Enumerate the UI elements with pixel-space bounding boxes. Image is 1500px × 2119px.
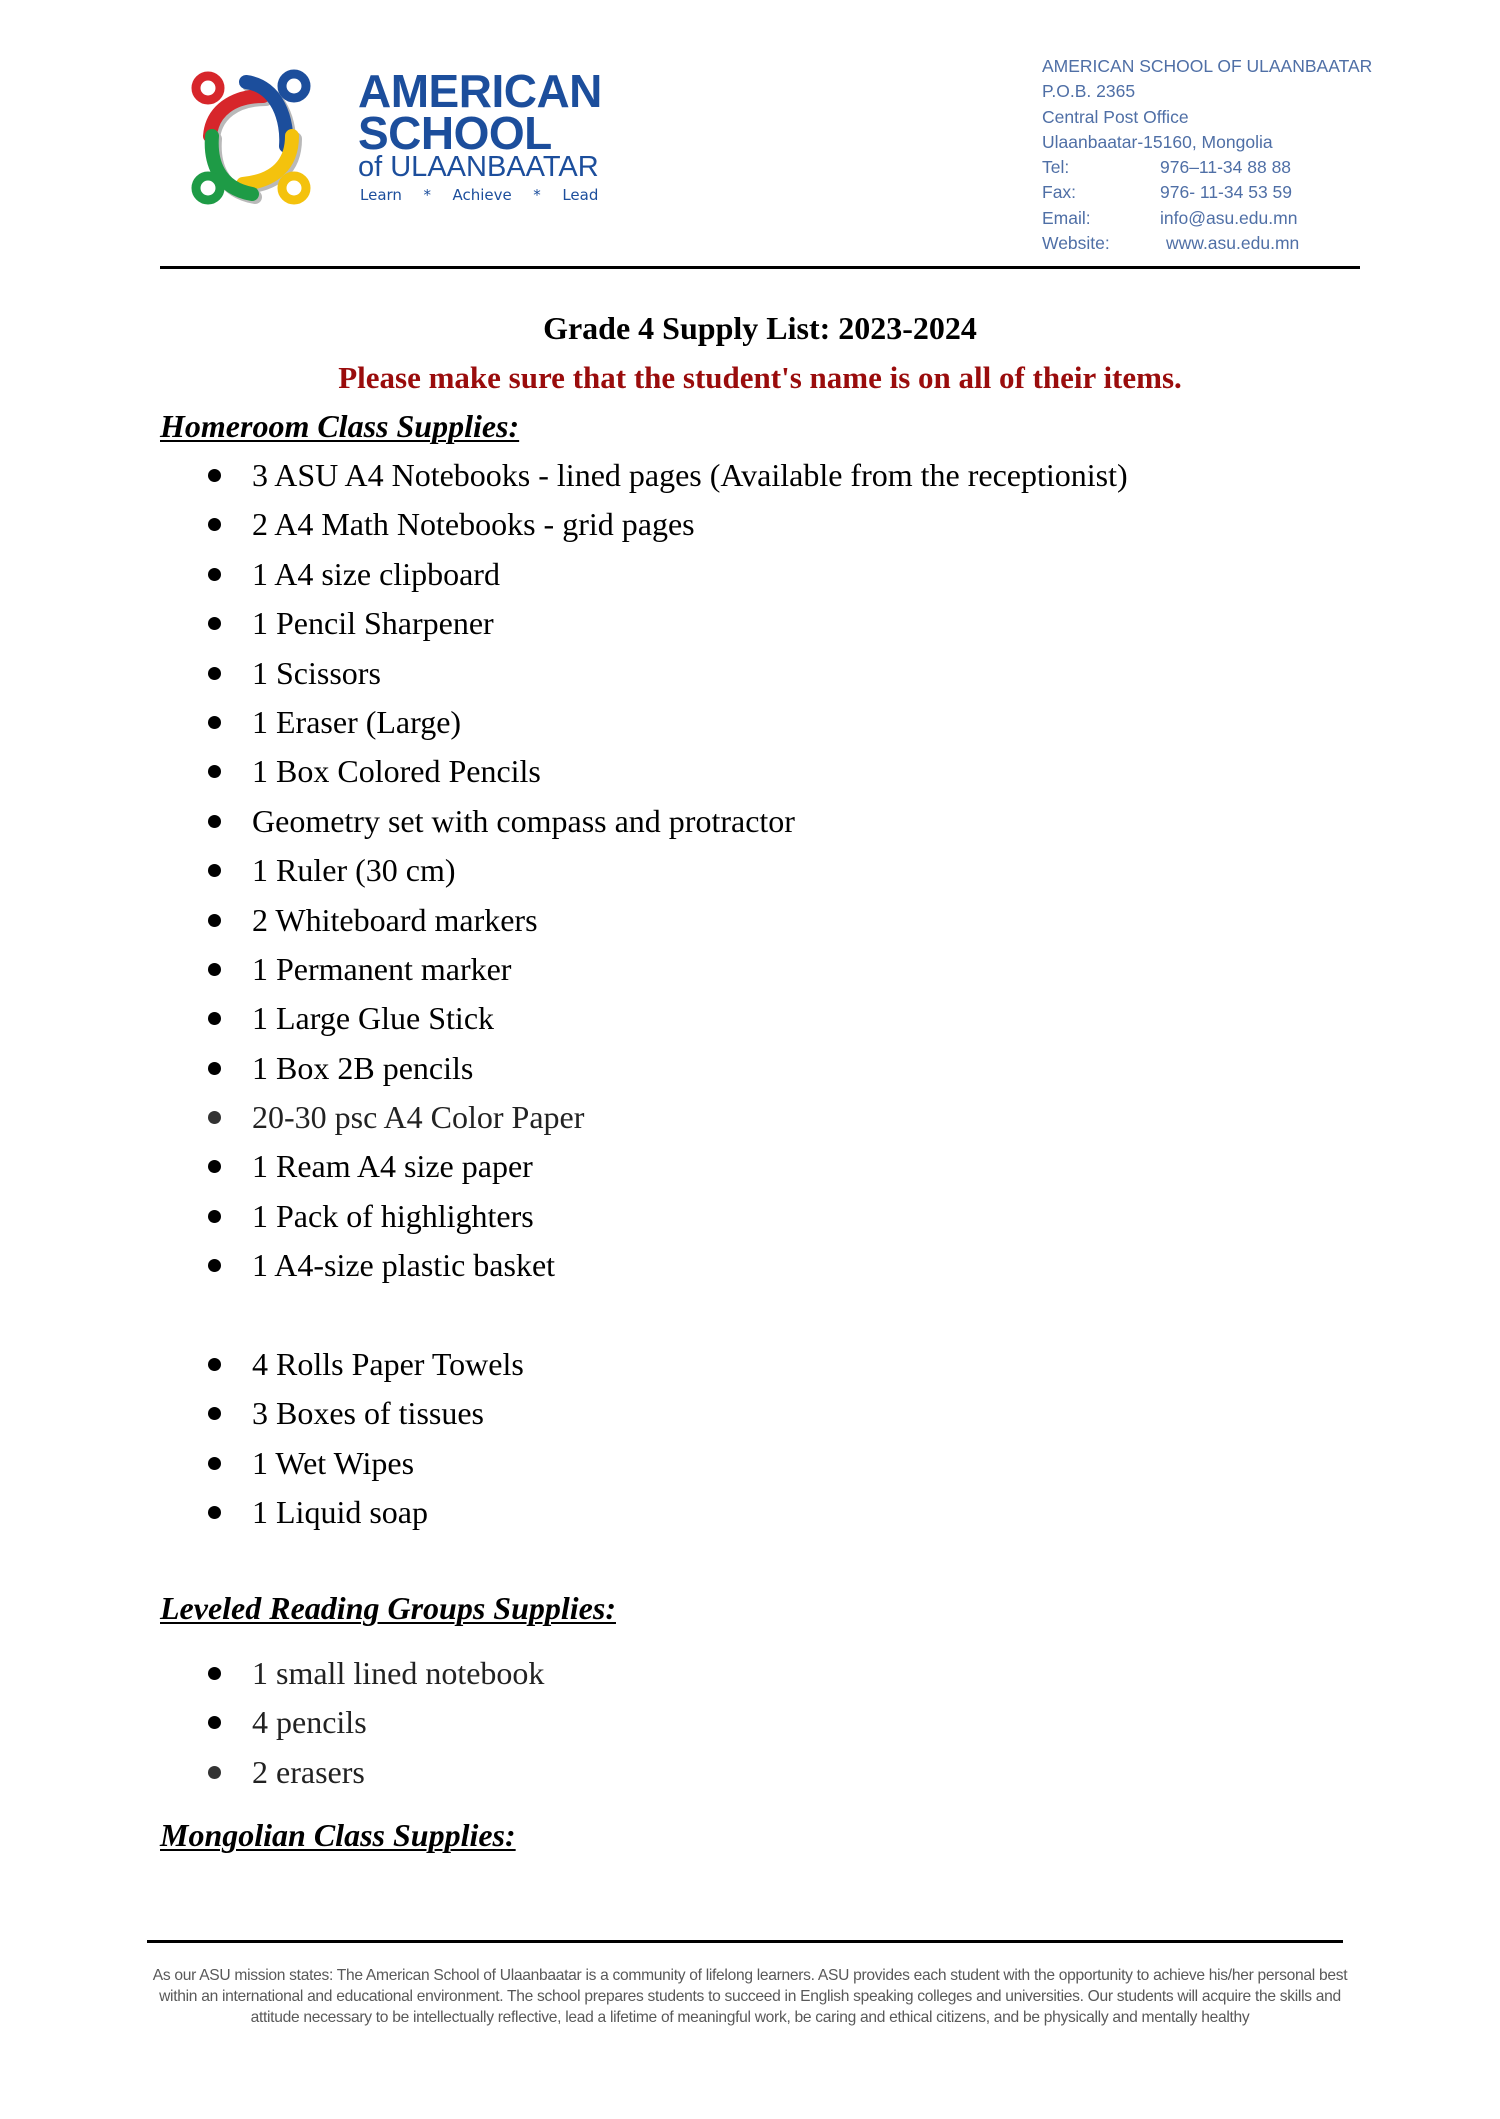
bullet-icon bbox=[208, 914, 221, 927]
bullet-icon bbox=[208, 765, 221, 778]
website-label: Website: bbox=[1042, 233, 1110, 254]
list-item: 1 Large Glue Stick bbox=[0, 1000, 1128, 1049]
bullet-icon bbox=[208, 667, 221, 680]
list-item: 2 erasers bbox=[0, 1754, 544, 1803]
list-item: 20-30 psc A4 Color Paper bbox=[0, 1099, 1128, 1148]
list-item: 1 Box 2B pencils bbox=[0, 1050, 1128, 1099]
bullet-icon bbox=[208, 1457, 221, 1470]
fax-label: Fax: bbox=[1042, 182, 1077, 203]
list-item: 1 A4-size plastic basket bbox=[0, 1247, 1128, 1296]
bullet-icon bbox=[208, 1111, 221, 1124]
bullet-icon bbox=[208, 716, 221, 729]
header-divider bbox=[160, 266, 1360, 269]
bullet-icon bbox=[208, 1506, 221, 1519]
bullet-icon bbox=[208, 1766, 221, 1779]
list-item: 1 Ream A4 size paper bbox=[0, 1148, 1128, 1197]
website-link[interactable]: www.asu.edu.mn bbox=[1166, 233, 1300, 254]
bullet-icon bbox=[208, 469, 221, 482]
contact-tel-row bbox=[1042, 155, 1372, 180]
bullet-icon bbox=[208, 568, 221, 581]
list-item: 1 Liquid soap bbox=[0, 1494, 1128, 1543]
contact-pob: P.O.B. 2365 bbox=[1042, 81, 1136, 102]
contact-city: Ulaanbaatar-15160, Mongolia bbox=[1042, 131, 1273, 152]
bullet-icon bbox=[208, 1358, 221, 1371]
section-heading-leveled-reading: Leveled Reading Groups Supplies: bbox=[160, 1590, 616, 1626]
bullet-icon bbox=[208, 1062, 221, 1075]
bullet-icon bbox=[208, 1160, 221, 1173]
bullet-icon bbox=[208, 1259, 221, 1272]
bullet-icon bbox=[208, 518, 221, 531]
bullet-icon bbox=[208, 1012, 221, 1025]
list-spacer bbox=[0, 1297, 1128, 1346]
mission-statement: As our ASU mission states: The American School of Ulaanbaatar is a community of lifelong learners. ASU provides each student with the opportunity to achieve his/her personal best within an international and educational environment. The school prepares students to succeed in English speaking colleges and universities. Our students will acquire the skills and attitude necessary to be intellectually reflective, lead a lifetime of meaningful work, be caring and ethical citizens, and be physically and mentally healthy bbox=[152, 1967, 1348, 2026]
bullet-icon bbox=[208, 815, 221, 828]
list-item: Geometry set with compass and protractor bbox=[0, 803, 1128, 852]
contact-block bbox=[1042, 54, 1372, 256]
contact-office: Central Post Office bbox=[1042, 106, 1189, 127]
section-heading-homeroom: Homeroom Class Supplies: bbox=[160, 408, 520, 444]
logo-tagline: Learn * Achieve * Lead bbox=[360, 186, 599, 204]
contact-school-name: AMERICAN SCHOOL OF ULAANBAATAR bbox=[1042, 56, 1373, 76]
list-item: 1 Scissors bbox=[0, 655, 1128, 704]
fax-value: 976- 11-34 53 59 bbox=[1160, 182, 1293, 203]
list-item: 2 Whiteboard markers bbox=[0, 902, 1128, 951]
list-item: 3 ASU A4 Notebooks - lined pages (Available from the receptionist) bbox=[0, 457, 1128, 506]
list-item: 1 Eraser (Large) bbox=[0, 704, 1128, 753]
document-title: Grade 4 Supply List: 2023-2024 bbox=[543, 310, 977, 346]
contact-fax-row bbox=[1042, 180, 1372, 205]
section-heading-mongolian: Mongolian Class Supplies: bbox=[160, 1817, 516, 1853]
bullet-icon bbox=[208, 864, 221, 877]
list-item: 1 small lined notebook bbox=[0, 1655, 544, 1704]
logo-text-american: AMERICAN bbox=[358, 65, 602, 117]
list-item: 1 Pack of highlighters bbox=[0, 1198, 1128, 1247]
list-item: 4 pencils bbox=[0, 1704, 544, 1753]
name-notice: Please make sure that the student's name is on all of their items. bbox=[338, 360, 1182, 395]
bullet-icon bbox=[208, 1210, 221, 1223]
bullet-icon bbox=[208, 1716, 221, 1729]
bullet-icon bbox=[208, 1667, 221, 1680]
email-link[interactable]: info@asu.edu.mn bbox=[1160, 207, 1298, 228]
contact-website-row bbox=[1042, 231, 1372, 256]
bullet-icon bbox=[208, 617, 221, 630]
logo-text-ulaanbaatar: of ULAANBAATAR bbox=[358, 151, 599, 183]
list-item: 1 A4 size clipboard bbox=[0, 556, 1128, 605]
tel-label: Tel: bbox=[1042, 157, 1070, 178]
reading-supply-list bbox=[0, 1655, 544, 1803]
bullet-icon bbox=[208, 1407, 221, 1420]
contact-email-row bbox=[1042, 206, 1372, 231]
list-item: 1 Ruler (30 cm) bbox=[0, 852, 1128, 901]
school-logo-icon bbox=[188, 66, 314, 208]
bullet-icon bbox=[208, 963, 221, 976]
list-item: 3 Boxes of tissues bbox=[0, 1395, 1128, 1444]
email-label: Email: bbox=[1042, 207, 1091, 228]
logo-text-school: SCHOOL bbox=[358, 107, 552, 159]
tel-value: 976–11-34 88 88 bbox=[1160, 157, 1292, 178]
list-item: 2 A4 Math Notebooks - grid pages bbox=[0, 506, 1128, 555]
homeroom-supply-list bbox=[0, 457, 1128, 1544]
footer-divider bbox=[147, 1940, 1343, 1943]
list-item: 4 Rolls Paper Towels bbox=[0, 1346, 1128, 1395]
list-item: 1 Box Colored Pencils bbox=[0, 753, 1128, 802]
list-item: 1 Wet Wipes bbox=[0, 1445, 1128, 1494]
list-item: 1 Permanent marker bbox=[0, 951, 1128, 1000]
list-item: 1 Pencil Sharpener bbox=[0, 605, 1128, 654]
